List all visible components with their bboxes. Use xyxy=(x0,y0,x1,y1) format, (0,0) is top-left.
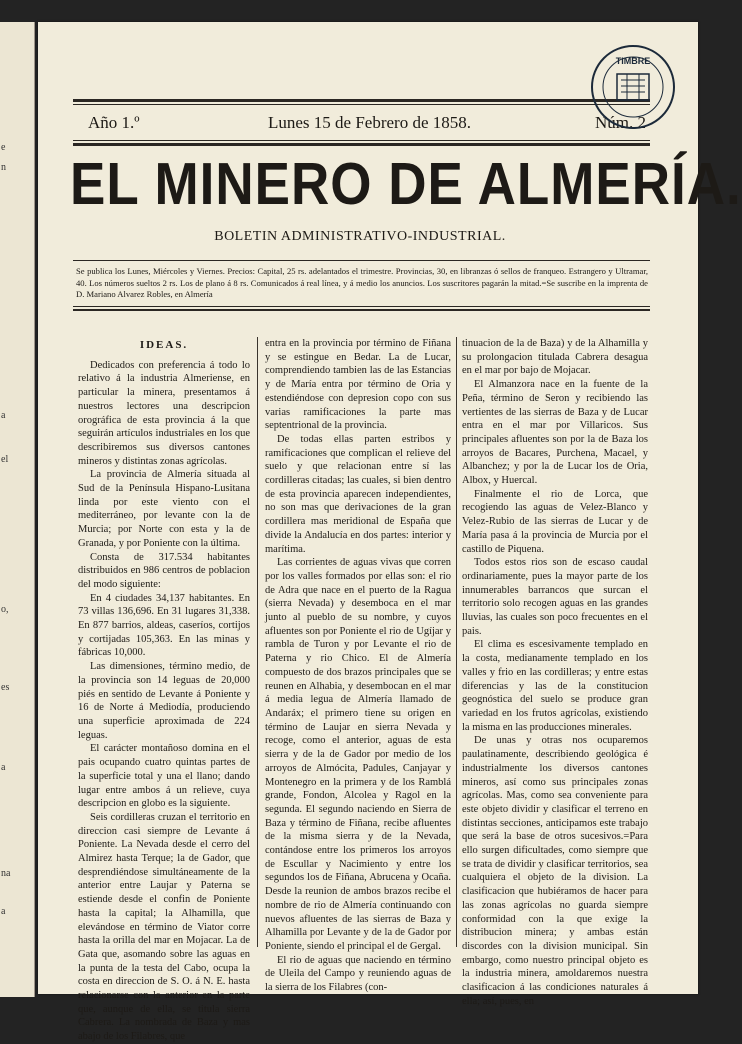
newspaper-subtitle: BOLETIN ADMINISTRATIVO-INDUSTRIAL. xyxy=(214,229,506,244)
paragraph: De todas ellas parten estribos y ramificaciones que complican el relieve del suelo y que relacionan entre sí las cordilleras citadas; las cuales, si bien dentro de esta provincia aparecen independientes, no son mas que derivaciones de la gran cordillera mas meridional de España que divide la Andalucía en dos partes: interior y marítima. xyxy=(265,433,451,555)
column-divider xyxy=(257,337,258,947)
paragraph: De unas y otras nos ocuparemos paulatinamente, describiendo geológica é industrialmente los diversos cantones mineros, así como sus principales zonas agrícolas. Mas, como sea conveniente para este objeto dividir y clasificar el terreno en distintas secciones, anticipamos este trabajo que será la base de otros sucesivos.=Para ello surgen dificultades, como siempre que se trata de dividir y clasificar territorios, sea cualquiera el objeto de la division. La clasificacion que hubiéramos de hacer para las zonas agrícolas no guarda siempre conformidad con la que exige la distribucion minera; y ambas están discordes con la division municipal. Sin embargo, como nuestro principal objeto es la industria minera, amoldaremos nuestra clasificacion á las condiciones naturales á ella; así, pues, en xyxy=(462,735,648,1007)
margin-fragment: n xyxy=(1,162,6,173)
paragraph: Las dimensiones, término medio, de la provincia son 14 leguas de 20,000 piés en sentido de Levante á Poniente y 16 de Norte á Mediodía, produciendo una superficie aproximada de 224 leguas. xyxy=(78,661,250,741)
top-rule xyxy=(73,99,650,102)
article-column-2 xyxy=(265,337,451,995)
issue-date: Lunes 15 de Febrero de 1858. xyxy=(268,113,472,132)
newspaper-title: EL MINERO DE ALMERÍA. xyxy=(70,151,742,218)
margin-fragment: e xyxy=(1,142,6,153)
issue-year: Año 1.º xyxy=(88,113,140,132)
paragraph: Finalmente el rio de Lorca, que recogiendo las aguas de Velez-Blanco y Velez-Rubio de las sierras de Lucar y de María pasa á la provincia de Murcia por el castillo de Piquena. xyxy=(462,488,648,555)
paragraph: Seis cordilleras cruzan el territorio en direccion casi siempre de Levante á Poniente. La Nevada desde el cerro del Almirez hasta Terque; la de Gador, que desprendiéndose simultáneamente de la anterior entre Laujar y Paterna se estiende desde el confin de Poniente hasta la capital; la Alhamilla, que elevándose en término de Viator corre hasta la orilla del mar en Mojacar. La de Gata que, asomando sobre las aguas en la punta de la testa del Cabo, ocupa la costa en direccion de S. O. á N. E. hasta relacionarse con la anterior en la parte que, aunque de ella, se titula sierra Cabrera. La nombrada de Baza y mas abajo de los Filabres, que xyxy=(78,811,250,1043)
paragraph: El rio de aguas que naciendo en término de Uleila del Campo y reuniendo aguas de la sierra de los Filabres (con- xyxy=(265,954,451,994)
previous-page-edge xyxy=(0,22,35,997)
margin-fragment: a xyxy=(1,762,6,773)
paragraph: entra en la provincia por término de Fiñana y se estingue en Bedar. La de Lucar, comprendiendo tambien las de las Estancias y de María entra por término de Oria y estendiéndose con depresion copo con sus varias ramificaciones la parte mas septentrional de la provincia. xyxy=(265,338,451,432)
article-column-1 xyxy=(78,337,250,1044)
paragraph: tinuacion de la de Baza) y de la Alhamilla y su prolongacion titulada Cabrera desagua en el mar por bajo de Mojacar. xyxy=(462,338,648,377)
paragraph: En 4 ciudades 34,137 habitantes. En 73 villas 136,696. En 31 lugares 31,338. En 877 barrios, aldeas, caseríos, cortijos y cortijadas 105,363. En las minas y fábricas 10,000. xyxy=(78,592,250,659)
paragraph: El carácter montañoso domina en el pais ocupando cuatro quintas partes de la superficie total y una el llano; dando lugar entre ambos á un relieve, cuya descripcion en globo es la siguiente. xyxy=(78,743,250,810)
notice-rule-bottom-thick xyxy=(73,309,650,311)
margin-fragment: el xyxy=(1,454,9,465)
article-column-3 xyxy=(462,337,648,1008)
paragraph: Dedicados con preferencia á todo lo relativo á la industria Almeriense, en particular la minera, presentamos á nuestros lectores una descripcion orográfica de esta provincia á la que seguirán artículos industriales en los que describiremos sus diversos cantones mineros y distintas zonas agrícolas. xyxy=(78,359,250,467)
margin-fragment: o, xyxy=(1,604,9,615)
notice-rule-bottom xyxy=(73,306,650,307)
paragraph: Todos estos rios son de escaso caudal ordinariamente, pues la mayor parte de los innumerables barrancos que surcan el territorio solo recogen aguas en las grandes lluvias, las cuales son poco frecuentes en el pais. xyxy=(462,557,648,637)
paragraph: La provincia de Almería situada al Sud de la Península Hispano-Lusitana linda por este viento con el mediterráneo, por levante con la de Murcia; por Norte con esta y la de Granada, y por Poniente con la última. xyxy=(78,469,250,549)
tax-stamp-icon xyxy=(590,44,676,130)
paragraph: Consta de 317.534 habitantes distribuidos en 986 centros de poblacion del modo siguiente: xyxy=(78,551,250,590)
margin-fragment: a xyxy=(1,410,6,421)
paragraph: El clima es escesivamente templado en la costa, medianamente templado en los valles y frio en las cordilleras; y entre estas diferencias y las de la constitucion geognóstica del suelo se produce gran variedad en los frutos agrícolas, existiendo la misma en las producciones minerales. xyxy=(462,639,648,733)
newspaper-page xyxy=(38,22,742,1043)
issue-number: Núm. 2 xyxy=(595,113,646,132)
paragraph: El Almanzora nace en la fuente de la Peña, término de Seron y recibiendo las vertientes de las sierras de Baza y de Lucar entra en el mar por Villaricos. Sus principales afluentes son por la de Baza los arroyos de Bacares, Purchena, Macael, y Albanchez; y por la de Lucar los de Oria, Albox, y Huercal. xyxy=(462,379,648,487)
top-rule-thin xyxy=(73,104,650,105)
stamp-label: TIMBRE xyxy=(615,56,651,66)
notice-rule-top xyxy=(73,260,650,261)
margin-fragment: a xyxy=(1,906,6,917)
article-heading: IDEAS. xyxy=(139,339,189,351)
subscription-notice: Se publica los Lunes, Miércoles y Viernes. Precios: Capital, 25 rs. adelantados el trimestre. Provincias, 30, en libranzas ó sellos de franqueo. Estrangero y Ultramar, 40. Los números sueltos 2 rs. Los de plano á 8 rs. Comunicados á real línea, y á medio los anuncios. Los suscritores pagarán la mitad.=Se suscribe en la imprenta de D. Mariano Alvarez Robles, en Almería xyxy=(76,266,648,299)
column-divider xyxy=(456,337,457,947)
issue-rule-thin xyxy=(73,140,650,141)
issue-line xyxy=(88,113,646,135)
margin-fragment: na xyxy=(1,868,11,879)
issue-rule xyxy=(73,143,650,146)
margin-fragment: es xyxy=(1,682,10,693)
paragraph: Las corrientes de aguas vivas que corren por los valles formados por ellas son: el rio de Adra que nace en el puerto de la Ragua (sierra Nevada) y desemboca en el mar junto al pueblo de su nombre, y cuyos afluentes son por Poniente el rio de Ugíjar y rambla de Turon y por Levante el rio de Paterna y rio Chico. El de Almería compuesto de dos brazos principales que se reunen en Alhabia, y desembocan en el mar á media legua de Almería llamado de Andaráx; el primero tiene su origen en término de Laujar en sierra Nevada y recoge, como el anterior, aguas de esta sierra y de la de Gador por medio de los arroyos de Almócita, Padules, Canjayar y Montenegro en la primera y de los Ramblá grande, Fondon, Alcolea y Ragol en la segunda. El segundo naciendo en Sierra de Baza y término de Fiñana, recibe afluentes de la misma sierra y de la Nevada, contándose entre los primeros los arroyos de Escullar y Nacimiento y entre los segundos los de Fiñana, Abrucena y Ocaña. Desde la reunion de ambos brazos recibe el nombre de rio de Almería continuando con nuevos afluentes de las sierras de Baza y Alhamilla por Levante y de la de Gador por Poniente, siendo el principal el de Gergal. xyxy=(265,557,451,952)
